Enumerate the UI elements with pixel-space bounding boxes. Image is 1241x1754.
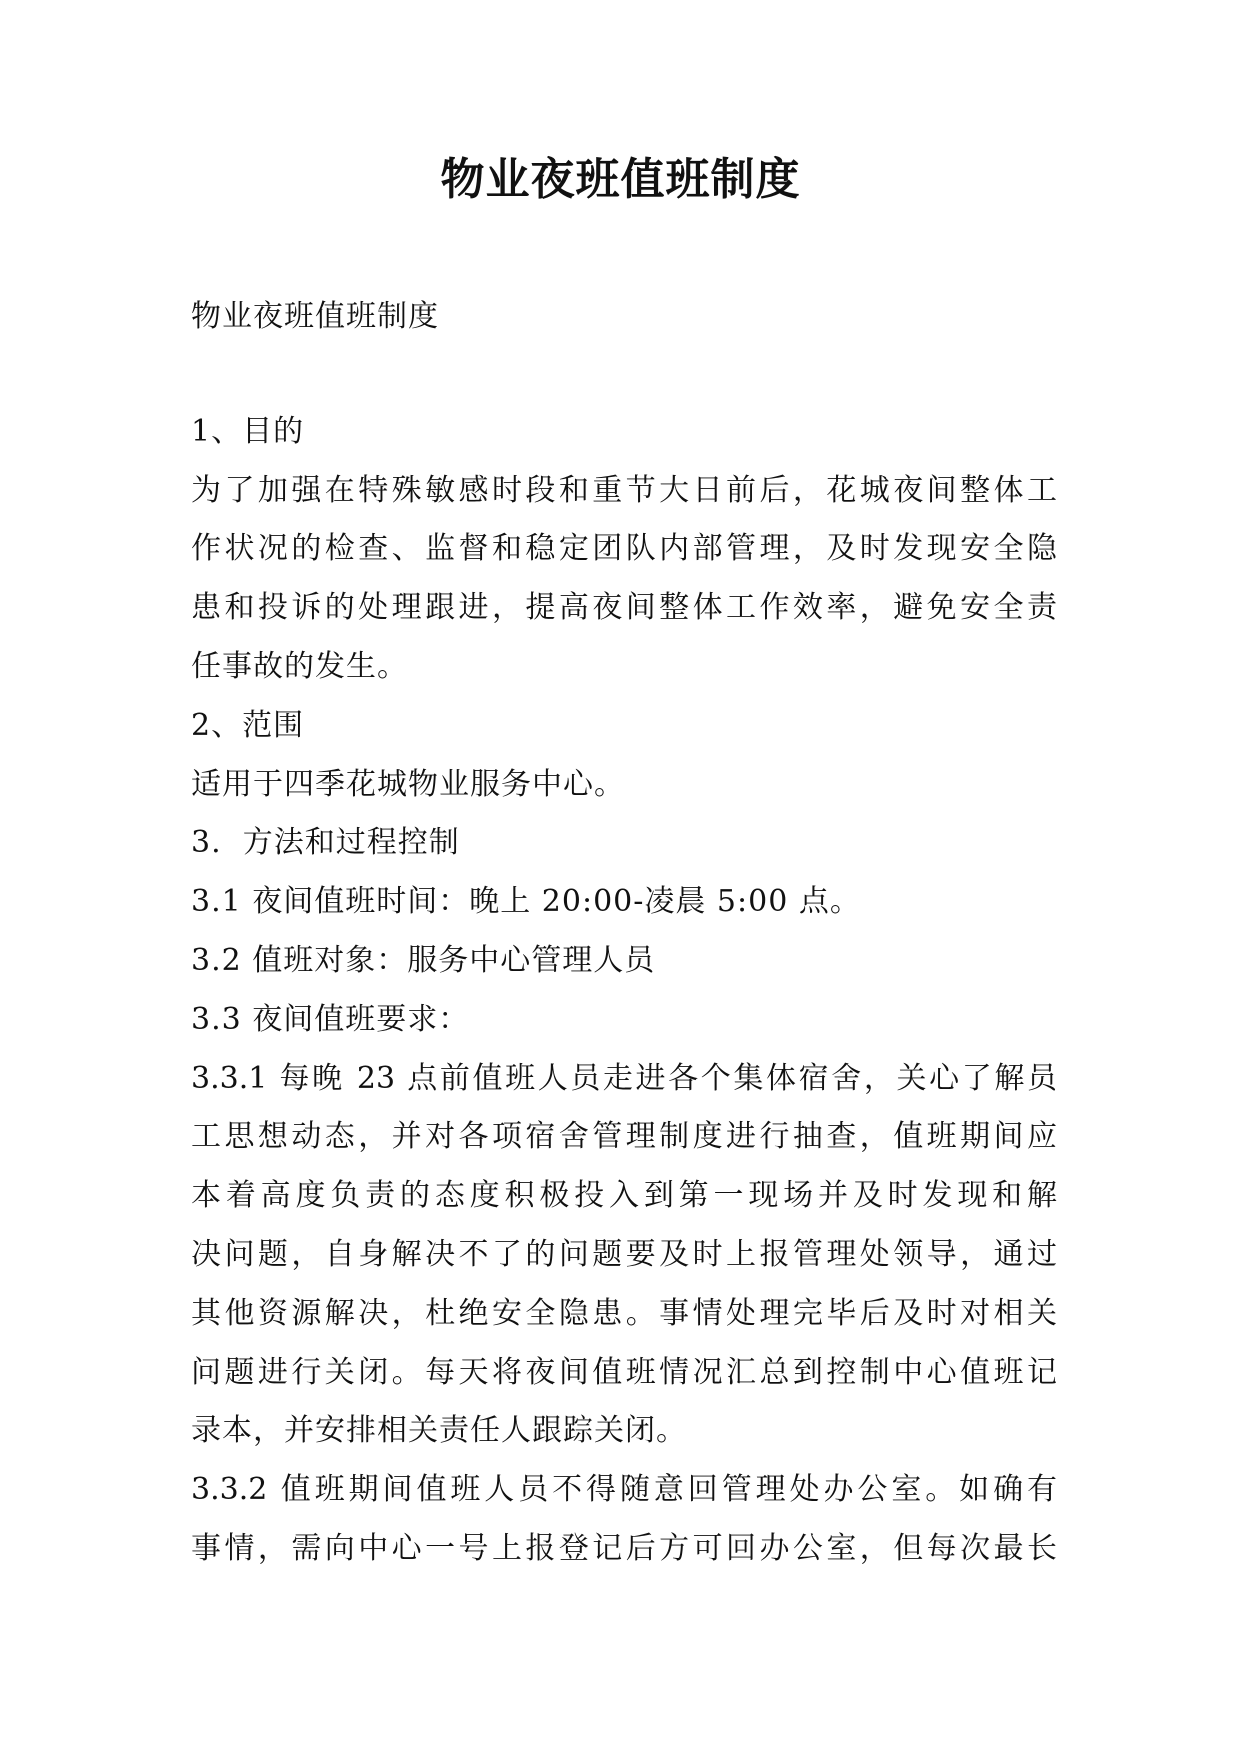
section-1-line: 为了加强在特殊敏感时段和重节大日前后，花城夜间整体工 bbox=[191, 472, 1057, 508]
section-1-line: 任事故的发生。 bbox=[191, 648, 408, 684]
section-3-3-1-line: 问题进行关闭。每天将夜间值班情况汇总到控制中心值班记 bbox=[191, 1354, 1057, 1390]
section-1-title: 1、目的 bbox=[191, 413, 305, 449]
section-3-3-1-line: 工思想动态，并对各项宿舍管理制度进行抽查，值班期间应 bbox=[191, 1119, 1057, 1155]
section-3-3-1-line: 3.3.1 每晚 23 点前值班人员走进各个集体宿舍，关心了解员 bbox=[191, 1060, 1057, 1096]
section-3-3-1-line: 决问题，自身解决不了的问题要及时上报管理处领导，通过 bbox=[191, 1236, 1057, 1272]
section-2-title: 2、范围 bbox=[191, 707, 305, 743]
document-heading: 物业夜班值班制度 bbox=[191, 299, 439, 334]
section-3-3-1-line: 本着高度负责的态度积极投入到第一现场并及时发现和解 bbox=[191, 1178, 1057, 1214]
section-3-3-2-line: 3.3.2 值班期间值班人员不得随意回管理处办公室。如确有 bbox=[191, 1472, 1057, 1508]
section-3-title: 3. 方法和过程控制 bbox=[191, 825, 460, 861]
section-3-3-2-line: 事情，需向中心一号上报登记后方可回办公室，但每次最长 bbox=[191, 1530, 1057, 1566]
section-3-3-1-line: 其他资源解决，杜绝安全隐患。事情处理完毕后及时对相关 bbox=[191, 1295, 1057, 1331]
section-3-1: 3.1 夜间值班时间：晚上 20:00-凌晨 5:00 点。 bbox=[191, 884, 861, 920]
document-title: 物业夜班值班制度 bbox=[440, 154, 801, 205]
section-3-3-1-line: 录本，并安排相关责任人跟踪关闭。 bbox=[191, 1413, 687, 1449]
section-3-3: 3.3 夜间值班要求： bbox=[191, 1001, 470, 1037]
section-3-2: 3.2 值班对象：服务中心管理人员 bbox=[191, 942, 656, 978]
section-1-line: 患和投诉的处理跟进，提高夜间整体工作效率，避免安全责 bbox=[191, 590, 1057, 626]
section-1-line: 作状况的检查、监督和稳定团队内部管理，及时发现安全隐 bbox=[191, 531, 1057, 567]
document-body bbox=[191, 288, 1057, 1579]
section-2-body: 适用于四季花城物业服务中心。 bbox=[191, 766, 625, 802]
